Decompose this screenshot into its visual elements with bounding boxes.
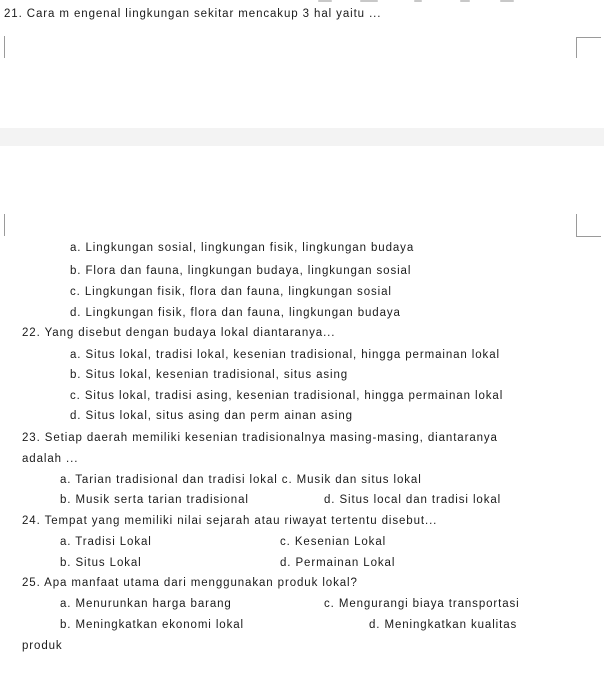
question-23-option-d: d. Situs local dan tradisi lokal: [324, 494, 502, 506]
frame-corner-bottom-left: [0, 214, 5, 236]
question-25-option-d-continued: produk: [22, 640, 63, 652]
question-24-stem: 24. Tempat yang memiliki nilai sejarah atau riwayat tertentu disebut...: [22, 515, 438, 527]
question-23-stem-line-1: 23. Setiap daerah memiliki kesenian tradisionalnya masing-masing, diantaranya: [22, 432, 498, 444]
frame-corner-bottom-right: [576, 214, 601, 237]
question-22-option-b: b. Situs lokal, kesenian tradisional, situs asing: [70, 369, 349, 381]
question-24-option-b: b. Situs Lokal: [60, 557, 142, 569]
question-23-option-b: b. Musik serta tarian tradisional: [60, 494, 249, 506]
scan-band: [0, 128, 604, 146]
question-22-option-c: c. Situs lokal, tradisi asing, kesenian tradisional, hingga permainan lokal: [70, 390, 504, 402]
question-25-option-d: d. Meningkatkan kualitas: [369, 619, 518, 631]
question-25-option-c: c. Mengurangi biaya transportasi: [324, 598, 520, 610]
question-22-option-d: d. Situs lokal, situs asing dan perm ainan asing: [70, 410, 353, 422]
question-25-stem: 25. Apa manfaat utama dari menggunakan produk lokal?: [22, 577, 358, 589]
question-23-stem-line-2: adalah ...: [22, 453, 79, 465]
question-21-option-a: a. Lingkungan sosial, lingkungan fisik, lingkungan budaya: [70, 242, 415, 254]
question-21-option-b: b. Flora dan fauna, lingkungan budaya, lingkungan sosial: [70, 265, 412, 277]
top-edge-residue: [318, 0, 528, 3]
question-25-option-b: b. Meningkatkan ekonomi lokal: [60, 619, 244, 631]
question-21-option-c: c. Lingkungan fisik, flora dan fauna, lingkungan sosial: [70, 286, 392, 298]
question-25-option-a: a. Menurunkan harga barang: [60, 598, 232, 610]
question-23-option-a: a. Tarian tradisional dan tradisi lokal c. Musik dan situs lokal: [60, 474, 422, 486]
frame-corner-top-right: [576, 37, 601, 58]
question-21-stem: 21. Cara m engenal lingkungan sekitar mencakup 3 hal yaitu ...: [4, 8, 382, 20]
question-24-option-c: c. Kesenian Lokal: [280, 536, 387, 548]
frame-corner-top-left: [0, 36, 5, 58]
question-22-stem: 22. Yang disebut dengan budaya lokal diantaranya...: [22, 327, 336, 339]
question-21-option-d: d. Lingkungan fisik, flora dan fauna, lingkungan budaya: [70, 307, 401, 319]
question-24-option-d: d. Permainan Lokal: [280, 557, 396, 569]
question-22-option-a: a. Situs lokal, tradisi lokal, kesenian tradisional, hingga permainan lokal: [70, 349, 500, 361]
question-24-option-a: a. Tradisi Lokal: [60, 536, 152, 548]
